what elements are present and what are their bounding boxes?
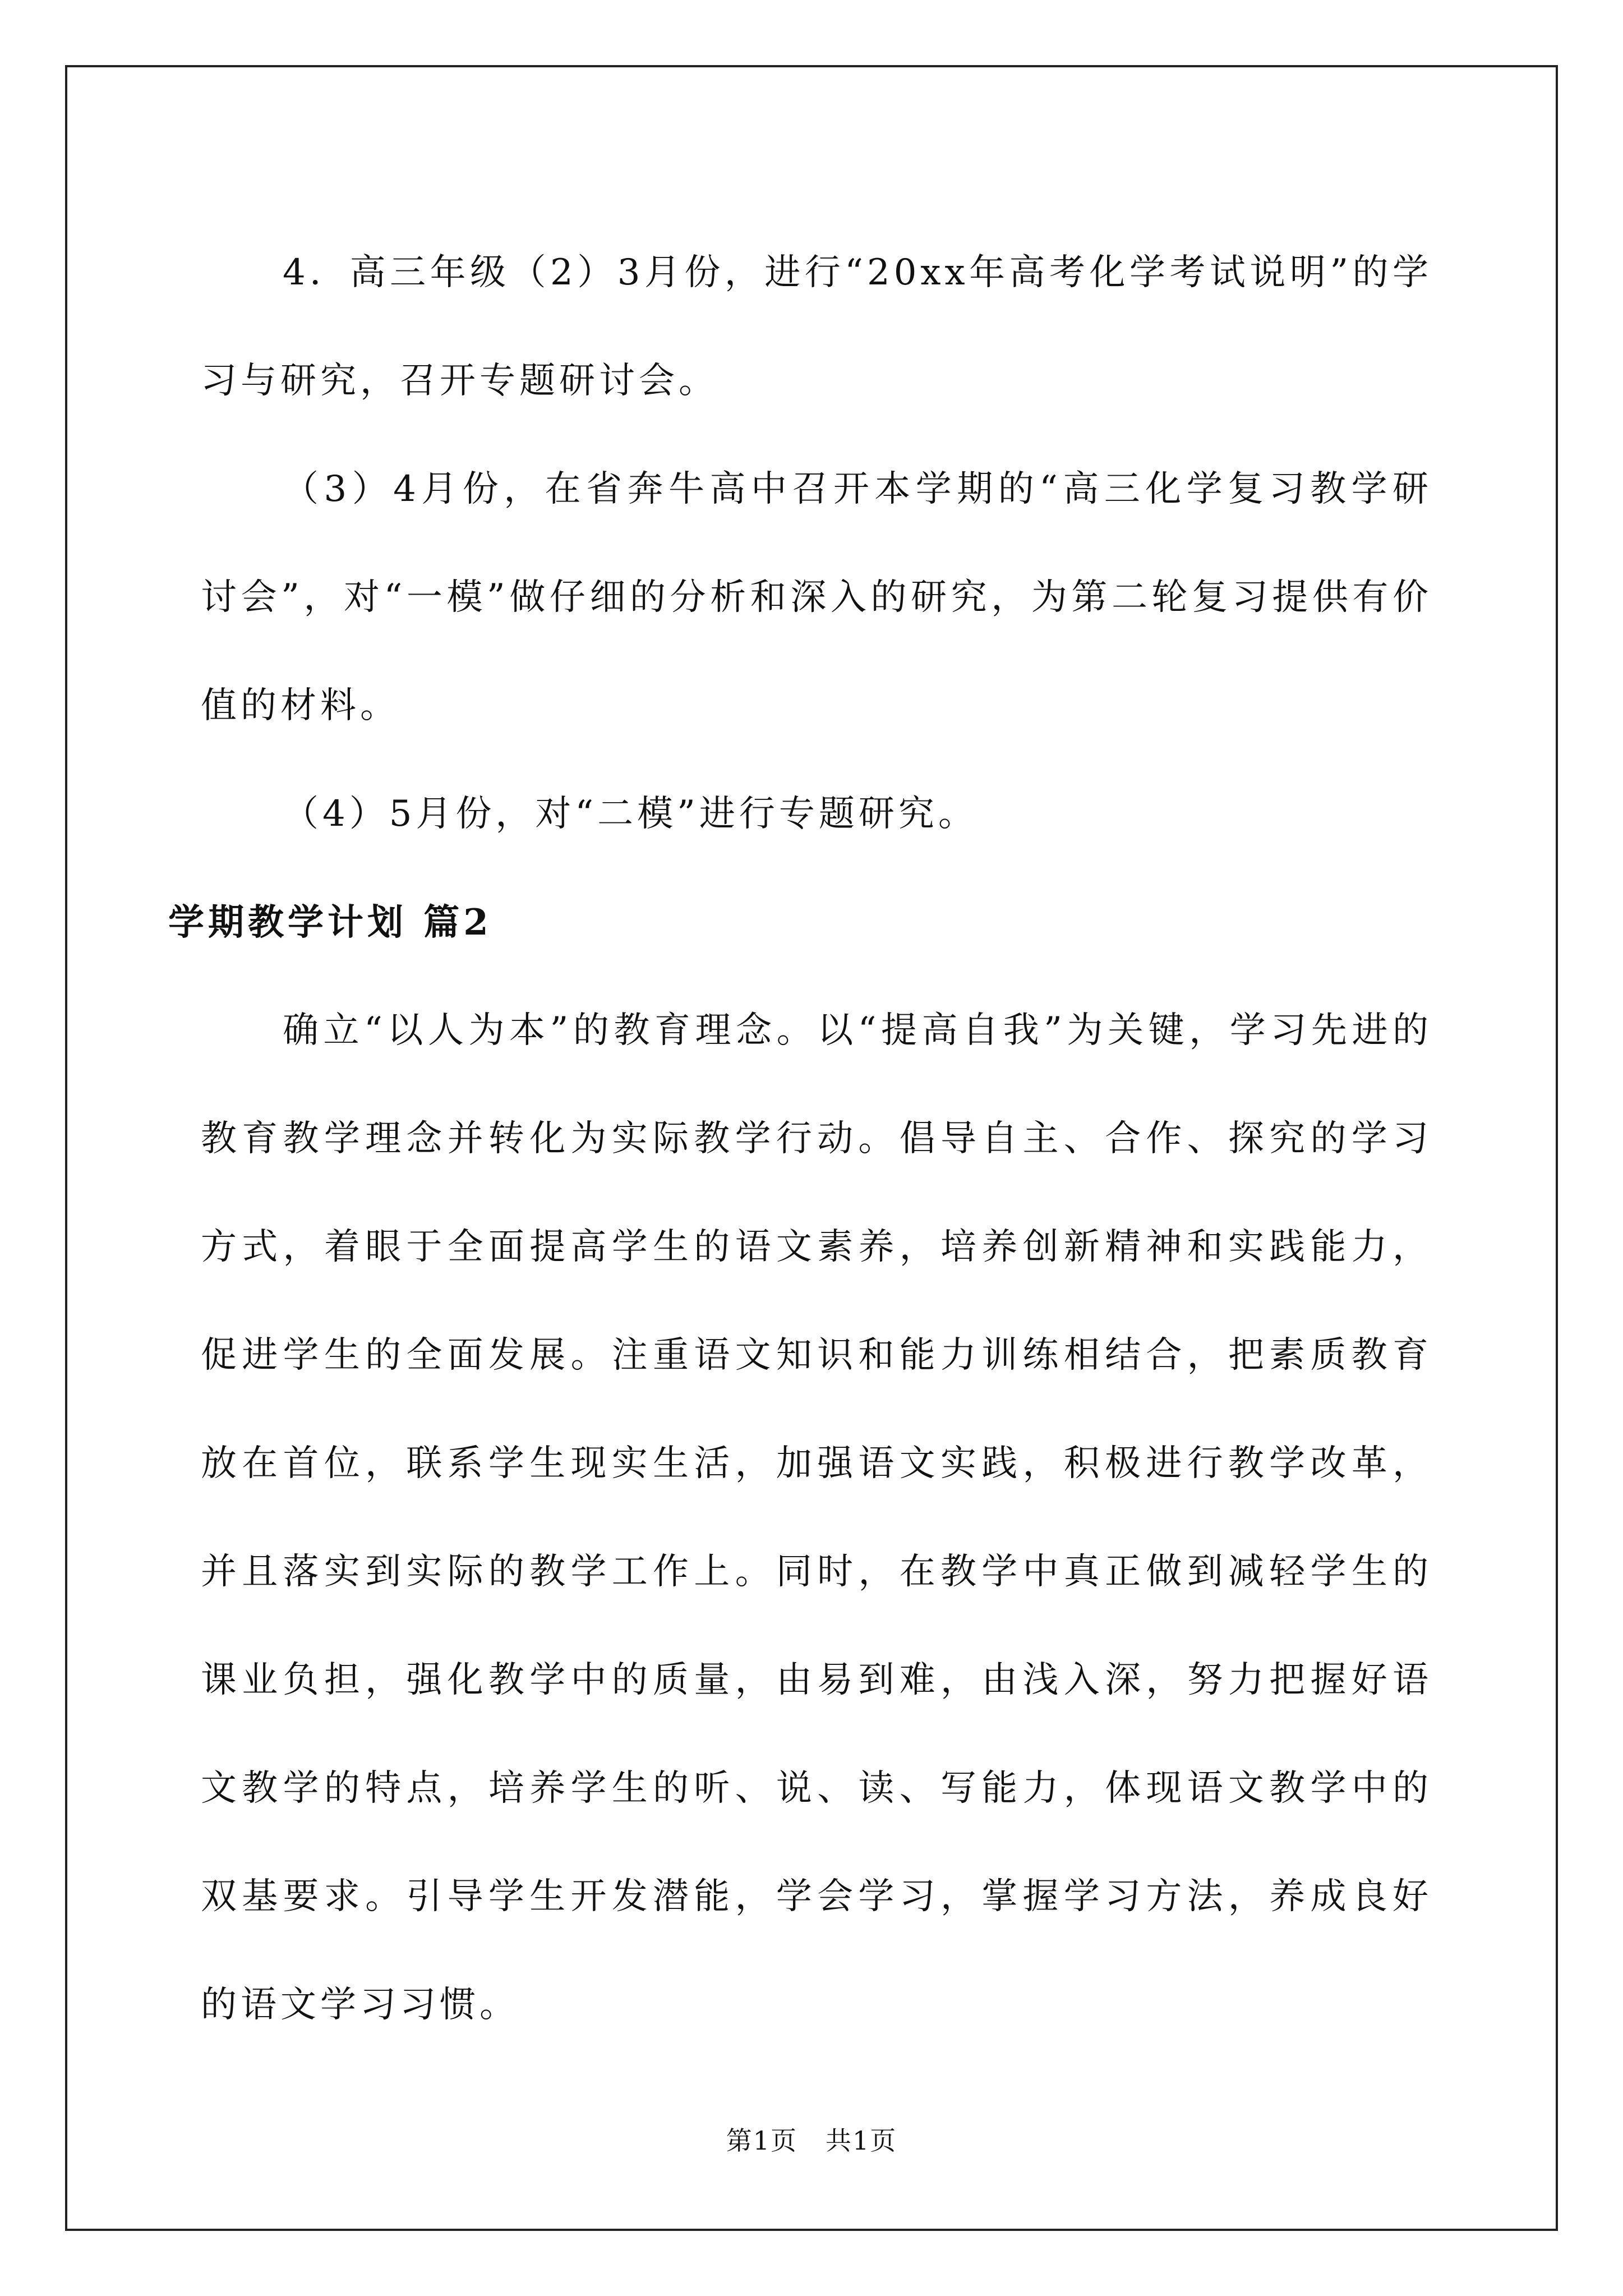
section-paragraph: 确立“以人为本”的教育理念。以“提高自我”为关键，学习先进的教育教学理念并转化为实际教学行动。倡导自主、合作、探究的学习方式，着眼于全面提高学生的语文素养，培养创新精神和实践能力，促进学生的全面发展。注重语文知识和能力训练相结合，把素质教育放在首位，联系学生现实生活，加强语文实践，积极进行教学改革，并且落实到实际的教学工作上。同时，在教学中真正做到减轻学生的课业负担，强化教学中的质量，由易到难，由浅入深，努力把握好语文教学的特点，培养学生的听、说、读、写能力，体现语文教学中的双基要求。引导学生开发潜能，学会学习，掌握学习方法，养成良好的语文学习习惯。 xyxy=(201,1010,1432,2026)
page-total: 共1页 xyxy=(825,2125,897,2156)
document-body xyxy=(168,219,1432,2059)
page-footer xyxy=(0,2120,1623,2157)
section-heading: 学期教学计划 篇2 xyxy=(168,901,492,944)
paragraph-item-4-may: （4）5月份，对“二模”进行专题研究。 xyxy=(283,793,978,835)
paragraph-item-3: （3）4月份，在省奔牛高中召开本学期的“高三化学复习教学研讨会”，对“一模”做仔细的分析和深入的研究，为第二轮复习提供有价值的材料。 xyxy=(201,468,1432,726)
page-number: 第1页 xyxy=(726,2125,798,2156)
paragraph-item-4: 4．高三年级（2）3月份，进行“20xx年高考化学考试说明”的学习与研究，召开专题研讨会。 xyxy=(201,252,1432,402)
